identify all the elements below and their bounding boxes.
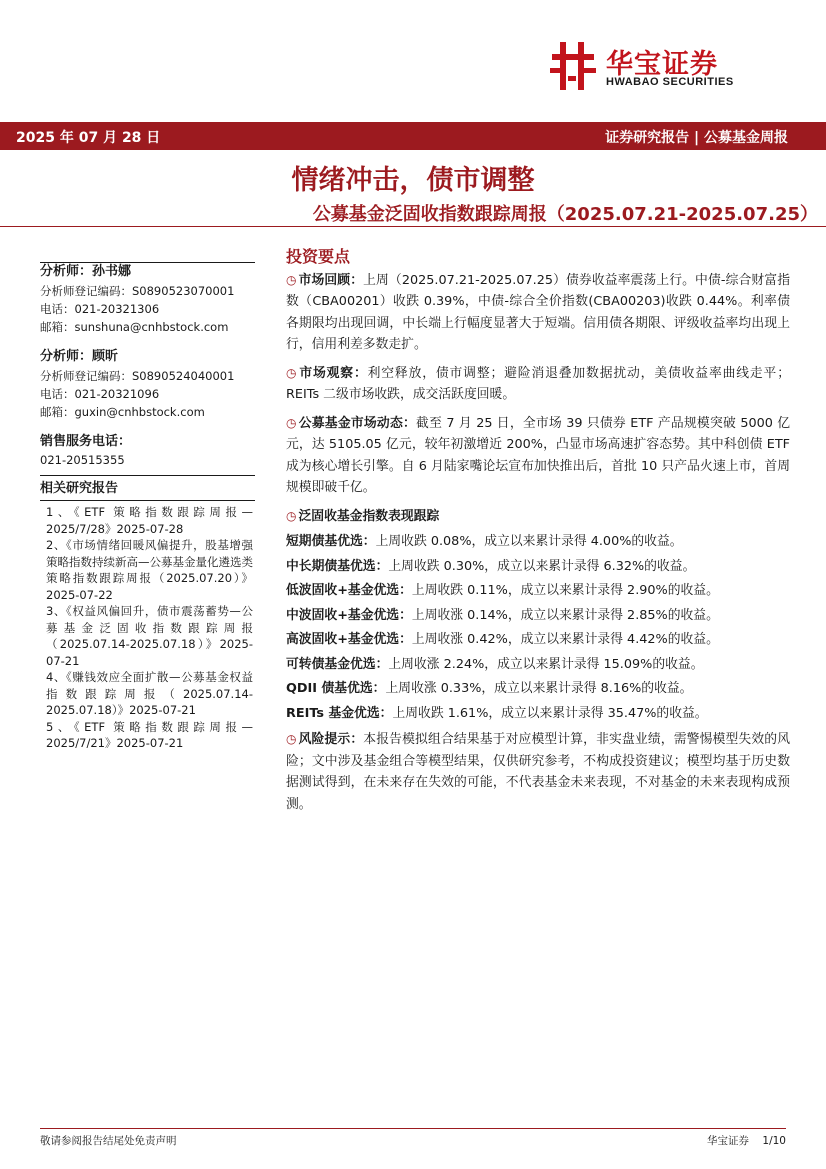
related-report-item[interactable]: 2、《市场情绪回暖风偏提升，股基增强策略指数持续新高—公募基金量化遴选类策略指数跟踪周报（2025.07.20）》2025-07-22	[46, 538, 253, 602]
footer-page-info	[707, 1133, 786, 1148]
analyst-phone: 电话：021-20321096	[40, 387, 160, 401]
report-date: 2025 年 07 月 28 日	[16, 130, 161, 146]
risk-text: 本报告模拟组合结果基于对应模型计算，非实盘业绩，需警惕模型失效的风险；文中涉及基金组合等模型结果，仅供研究参考，不构成投资建议；模型均基于历史数据测试得到，在未来存在失效的可能，不代表基金未来表现，不对基金的未来表现构成预测。	[286, 732, 791, 812]
index-performance-row	[286, 629, 790, 651]
fund-market-head: 公募基金市场动态：	[298, 415, 417, 431]
report-type: 证券研究报告 | 公募基金周报	[605, 130, 788, 146]
clock-bullet-icon: ◷	[286, 508, 297, 523]
market-observation-paragraph	[286, 363, 790, 406]
index-performance-row	[286, 556, 790, 578]
market-observation-text: 利空释放，债市调整；避险消退叠加数据扰动，美债收益率曲线走平；REITs 二级市场收跌，成交活跃度回暖。	[286, 365, 791, 402]
index-performance-text: 上周收涨 0.14%，成立以来累计录得 2.85%的收益。	[411, 607, 719, 623]
tracking-title: 泛固收基金指数表现跟踪	[298, 508, 440, 524]
left-sidebar	[40, 262, 255, 752]
index-name: 低波固收+基金优选：	[286, 583, 412, 598]
index-name: QDII 债基优选：	[286, 681, 386, 696]
related-reports-title: 相关研究报告	[40, 481, 119, 496]
clock-bullet-icon: ◷	[286, 732, 297, 746]
fund-market-text: 截至 7 月 25 日，全市场 39 只债券 ETF 产品规模突破 5000 亿元，达 5105.05 亿元，较年初激增近 200%，凸显市场高速扩容态势。其中科创债 ETF 成为核心增长引擎。自 6 月陆家嘴论坛宣布加快推出后，首批 10 只产品火速上市，首周规模即破千亿。	[286, 415, 790, 495]
index-performance-text: 上周收涨 0.42%，成立以来累计录得 4.42%的收益。	[411, 632, 719, 647]
index-performance-row	[286, 580, 790, 602]
logo-english-text: HWABAO SECURITIES	[606, 76, 734, 88]
analyst-block-2	[40, 348, 255, 421]
related-report-item[interactable]: 4、《赚钱效应全面扩散—公募基金权益指数跟踪周报（2025.07.14-2025.07.18）》2025-07-21	[46, 670, 253, 717]
logo-chinese-text: 华宝证券	[606, 49, 718, 80]
index-performance-row	[286, 654, 790, 676]
analyst-reg-code: 分析师登记编码：S0890524040001	[40, 369, 235, 383]
index-performance-text: 上周收跌 0.08%，成立以来累计录得 4.00%的收益。	[375, 534, 683, 549]
report-subtitle: 公募基金泛固收指数跟踪周报（2025.07.21-2025.07.25）	[312, 204, 818, 225]
index-performance-text: 上周收跌 0.30%，成立以来累计录得 6.32%的收益。	[388, 558, 696, 574]
footer-company: 华宝证券	[707, 1135, 750, 1147]
index-name: 中长期债基优选：	[286, 558, 389, 574]
analyst-block-1	[40, 263, 255, 336]
sales-phone: 021-20515355	[40, 453, 125, 467]
footer-disclaimer: 敬请参阅报告结尾处免责声明	[40, 1135, 177, 1147]
index-performance-text: 上周收涨 2.24%，成立以来累计录得 15.09%的收益。	[388, 656, 704, 672]
index-name: 中波固收+基金优选：	[286, 607, 412, 623]
related-report-item[interactable]: 5、《ETF 策略指数跟踪周报—2025/7/21》2025-07-21	[46, 719, 253, 750]
analyst-name: 分析师：顾昕	[40, 349, 119, 364]
index-performance-row	[286, 678, 790, 700]
market-review-head: 市场回顾：	[298, 272, 364, 288]
header-banner	[0, 122, 826, 150]
market-review-paragraph	[286, 270, 790, 356]
index-name: REITs 基金优选：	[286, 705, 393, 721]
related-report-item[interactable]: 3、《权益风偏回升，债市震荡蓄势—公募基金泛固收指数跟踪周报（2025.07.14-2025.07.18）》2025-07-21	[46, 604, 253, 668]
analyst-email[interactable]: 邮箱：guxin@cnhbstock.com	[40, 405, 205, 419]
footer-divider	[40, 1128, 786, 1129]
key-points-title: 投资要点	[286, 247, 351, 266]
hwabao-logo-icon	[548, 40, 598, 92]
report-title: 情绪冲击，债市调整	[291, 165, 535, 196]
company-logo	[548, 40, 780, 92]
analyst-email[interactable]: 邮箱：sunshuna@cnhbstock.com	[40, 320, 229, 334]
index-performance-text: 上周收跌 1.61%，成立以来累计录得 35.47%的收益。	[392, 705, 708, 721]
index-performance-row	[286, 605, 790, 627]
index-name: 可转债基金优选：	[286, 656, 389, 672]
analyst-name: 分析师：孙书娜	[40, 264, 132, 279]
related-report-item[interactable]: 1、《ETF 策略指数跟踪周报—2025/7/28》2025-07-28	[46, 505, 253, 536]
analyst-phone: 电话：021-20321306	[40, 302, 160, 316]
market-review-text: 上周（2025.07.21-2025.07.25）债券收益率震荡上行。中债-综合财富指数（CBA00201）收跌 0.39%，中债-综合全价指数(CBA00203)收跌 0.44%。利率债各期限均出现回调，中长端上行幅度显著大于短端。信用债各期限、评级收益率均出现上行，信用利差多数走扩。	[286, 272, 791, 352]
related-reports-divider	[40, 500, 255, 501]
risk-head: 风险提示：	[298, 732, 364, 747]
index-performance-row	[286, 703, 790, 725]
tracking-section-head	[286, 506, 790, 528]
clock-bullet-icon: ◷	[286, 365, 297, 380]
key-points-section	[286, 246, 790, 822]
related-top-divider	[40, 475, 255, 476]
index-performance-text: 上周收跌 0.11%，成立以来累计录得 2.90%的收益。	[411, 583, 719, 598]
clock-bullet-icon: ◷	[286, 272, 297, 287]
analyst-reg-code: 分析师登记编码：S0890523070001	[40, 284, 235, 298]
title-divider	[0, 226, 826, 227]
sales-title: 销售服务电话：	[40, 434, 132, 449]
risk-paragraph	[286, 729, 790, 815]
index-name: 短期债基优选：	[286, 534, 376, 549]
sales-block	[40, 433, 255, 469]
market-observation-head: 市场观察：	[298, 365, 368, 381]
index-performance-row	[286, 531, 790, 553]
index-name: 高波固收+基金优选：	[286, 632, 412, 647]
clock-bullet-icon: ◷	[286, 415, 297, 430]
fund-market-paragraph	[286, 413, 790, 499]
footer-page-number: 1/10	[762, 1135, 786, 1147]
index-performance-text: 上周收涨 0.33%，成立以来累计录得 8.16%的收益。	[385, 681, 693, 696]
